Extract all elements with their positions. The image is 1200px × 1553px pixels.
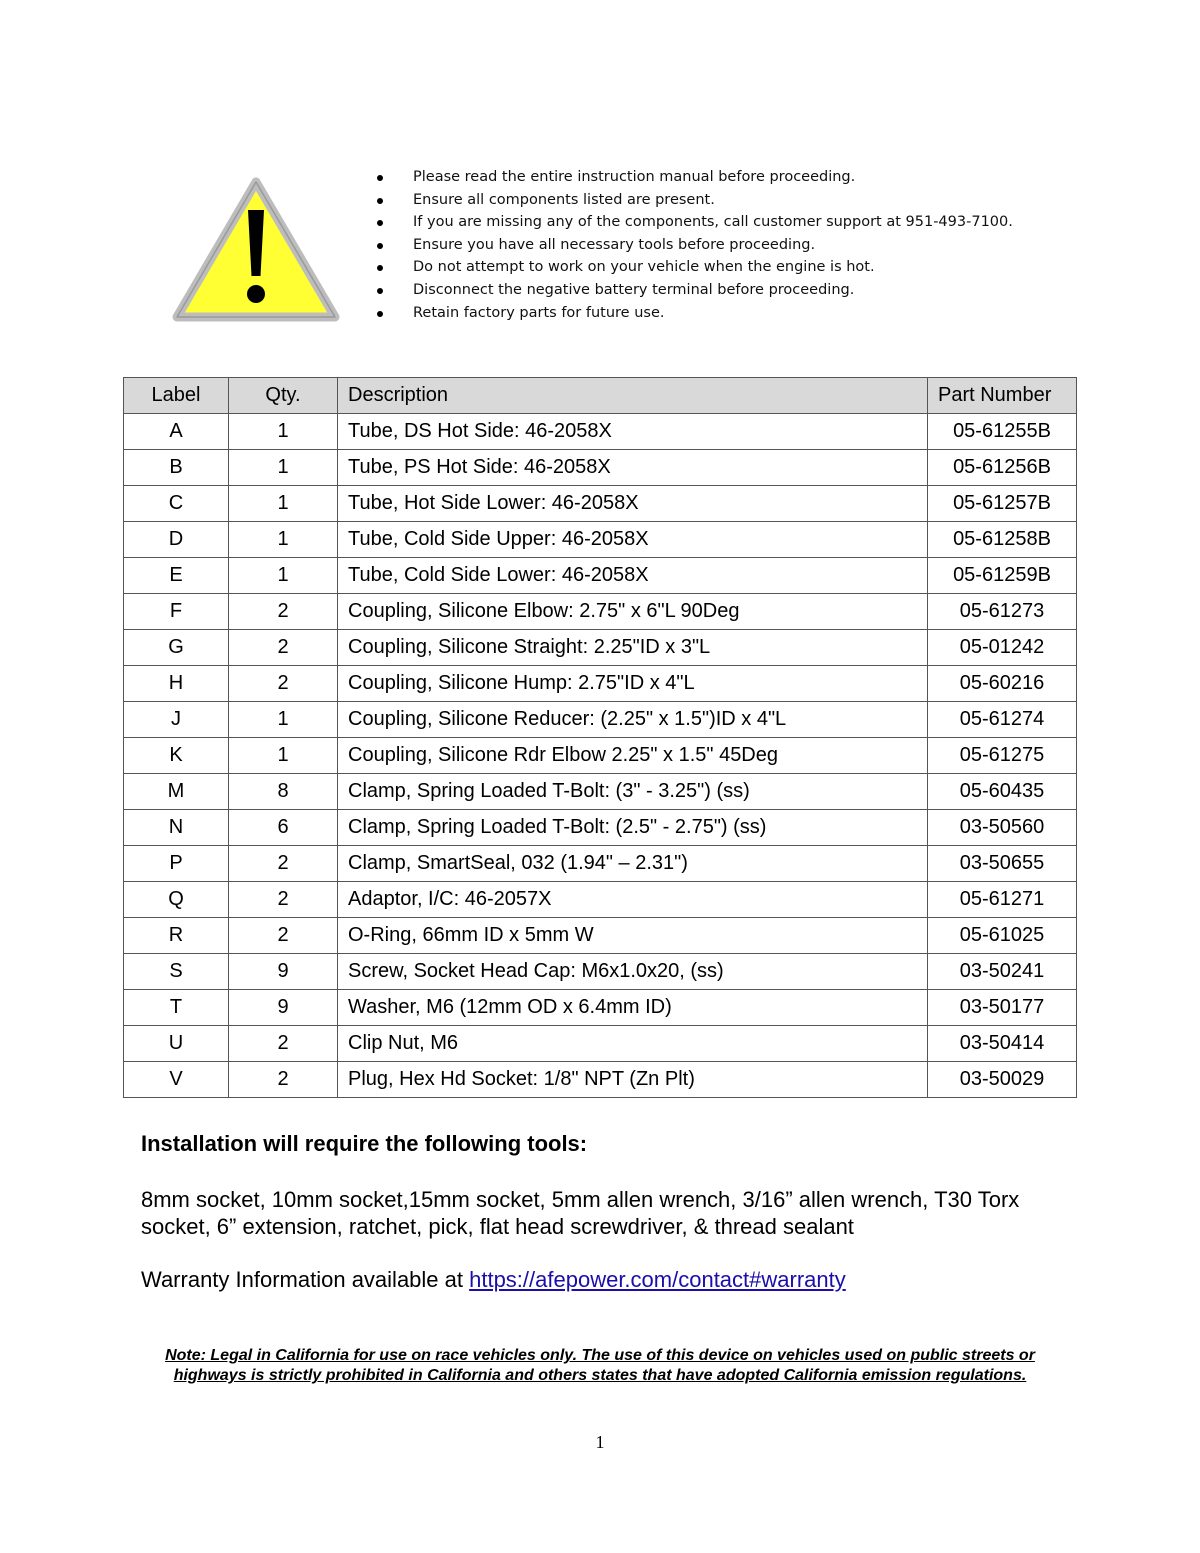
warning-item: Retain factory parts for future use. [370, 302, 1013, 325]
warning-item: Disconnect the negative battery terminal before proceeding. [370, 279, 1013, 302]
cell-description: Coupling, Silicone Straight: 2.25"ID x 3"L [338, 630, 928, 666]
cell-qty: 8 [229, 774, 338, 810]
warranty-info [141, 1267, 846, 1293]
warranty-link[interactable]: https://afepower.com/contact#warranty [469, 1267, 846, 1292]
cell-qty: 1 [229, 486, 338, 522]
cell-qty: 2 [229, 594, 338, 630]
cell-part-number: 03-50177 [928, 990, 1077, 1026]
cell-label: H [124, 666, 229, 702]
cell-description: Clip Nut, M6 [338, 1026, 928, 1062]
column-header-part-number: Part Number [928, 378, 1077, 414]
cell-part-number: 05-61275 [928, 738, 1077, 774]
table-row [124, 846, 1077, 882]
cell-qty: 2 [229, 630, 338, 666]
tools-list: 8mm socket, 10mm socket,15mm socket, 5mm allen wrench, 3/16” allen wrench, T30 Torx socket, 6” extension, ratchet, pick, flat head screwdriver, & thread sealant [141, 1187, 1020, 1239]
warning-item: If you are missing any of the components, call customer support at 951-493-7100. [370, 211, 1013, 234]
cell-part-number: 03-50414 [928, 1026, 1077, 1062]
cell-description: Tube, PS Hot Side: 46-2058X [338, 450, 928, 486]
cell-label: B [124, 450, 229, 486]
cell-qty: 2 [229, 882, 338, 918]
cell-description: Tube, DS Hot Side: 46-2058X [338, 414, 928, 450]
cell-qty: 2 [229, 1062, 338, 1098]
cell-description: Coupling, Silicone Elbow: 2.75" x 6"L 90Deg [338, 594, 928, 630]
cell-label: N [124, 810, 229, 846]
cell-part-number: 05-61256B [928, 450, 1077, 486]
table-row [124, 774, 1077, 810]
cell-part-number: 05-61258B [928, 522, 1077, 558]
cell-description: Washer, M6 (12mm OD x 6.4mm ID) [338, 990, 928, 1026]
cell-description: Clamp, SmartSeal, 032 (1.94" – 2.31") [338, 846, 928, 882]
table-row [124, 1062, 1077, 1098]
cell-label: Q [124, 882, 229, 918]
parts-table [123, 377, 1077, 1098]
cell-label: G [124, 630, 229, 666]
cell-part-number: 03-50655 [928, 846, 1077, 882]
cell-label: P [124, 846, 229, 882]
cell-label: C [124, 486, 229, 522]
table-row [124, 882, 1077, 918]
cell-description: Clamp, Spring Loaded T-Bolt: (3" - 3.25") (ss) [338, 774, 928, 810]
cell-description: Coupling, Silicone Rdr Elbow 2.25" x 1.5" 45Deg [338, 738, 928, 774]
cell-qty: 6 [229, 810, 338, 846]
cell-part-number: 05-60216 [928, 666, 1077, 702]
cell-qty: 2 [229, 1026, 338, 1062]
cell-part-number: 05-61025 [928, 918, 1077, 954]
cell-part-number: 05-61274 [928, 702, 1077, 738]
table-row [124, 738, 1077, 774]
page-number: 1 [595, 1432, 605, 1452]
cell-label: U [124, 1026, 229, 1062]
cell-qty: 2 [229, 918, 338, 954]
legal-note: Note: Legal in California for use on race vehicles only. The use of this device on vehicles used on public streets or highways is strictly prohibited in California and others states that have adopted California emission regulations. [165, 1347, 1035, 1384]
cell-label: J [124, 702, 229, 738]
table-row [124, 558, 1077, 594]
column-header-label: Label [124, 378, 229, 414]
cell-label: S [124, 954, 229, 990]
cell-part-number: 05-61273 [928, 594, 1077, 630]
warranty-prefix: Warranty Information available at [141, 1267, 470, 1292]
cell-description: Screw, Socket Head Cap: M6x1.0x20, (ss) [338, 954, 928, 990]
table-row [124, 810, 1077, 846]
cell-label: F [124, 594, 229, 630]
table-row [124, 666, 1077, 702]
cell-label: R [124, 918, 229, 954]
cell-description: Tube, Cold Side Lower: 46-2058X [338, 558, 928, 594]
cell-description: Coupling, Silicone Reducer: (2.25" x 1.5")ID x 4"L [338, 702, 928, 738]
column-header-qty: Qty. [229, 378, 338, 414]
cell-part-number: 05-61257B [928, 486, 1077, 522]
cell-description: Clamp, Spring Loaded T-Bolt: (2.5" - 2.75") (ss) [338, 810, 928, 846]
table-row [124, 414, 1077, 450]
cell-part-number: 05-01242 [928, 630, 1077, 666]
table-row [124, 594, 1077, 630]
table-row [124, 450, 1077, 486]
cell-part-number: 03-50029 [928, 1062, 1077, 1098]
cell-description: Tube, Hot Side Lower: 46-2058X [338, 486, 928, 522]
cell-part-number: 03-50560 [928, 810, 1077, 846]
cell-qty: 2 [229, 846, 338, 882]
cell-qty: 1 [229, 450, 338, 486]
table-row [124, 1026, 1077, 1062]
warning-item: Ensure all components listed are present. [370, 189, 1013, 212]
cell-qty: 2 [229, 666, 338, 702]
cell-label: T [124, 990, 229, 1026]
column-header-description: Description [338, 378, 928, 414]
tools-heading: Installation will require the following tools: [141, 1131, 588, 1156]
table-row [124, 918, 1077, 954]
warning-item: Ensure you have all necessary tools before proceeding. [370, 234, 1013, 257]
cell-label: M [124, 774, 229, 810]
cell-part-number: 05-61259B [928, 558, 1077, 594]
cell-part-number: 05-60435 [928, 774, 1077, 810]
cell-qty: 9 [229, 954, 338, 990]
table-header-row [124, 378, 1077, 414]
table-row [124, 954, 1077, 990]
table-row [124, 990, 1077, 1026]
parts-table-body [124, 414, 1077, 1098]
cell-label: V [124, 1062, 229, 1098]
cell-qty: 9 [229, 990, 338, 1026]
cell-part-number: 05-61271 [928, 882, 1077, 918]
table-row [124, 522, 1077, 558]
cell-qty: 1 [229, 702, 338, 738]
cell-qty: 1 [229, 522, 338, 558]
cell-description: O-Ring, 66mm ID x 5mm W [338, 918, 928, 954]
cell-description: Plug, Hex Hd Socket: 1/8" NPT (Zn Plt) [338, 1062, 928, 1098]
cell-label: D [124, 522, 229, 558]
cell-label: A [124, 414, 229, 450]
warning-list [370, 166, 1013, 324]
warning-item: Please read the entire instruction manual before proceeding. [370, 166, 1013, 189]
cell-qty: 1 [229, 738, 338, 774]
cell-qty: 1 [229, 558, 338, 594]
warning-item: Do not attempt to work on your vehicle when the engine is hot. [370, 256, 1013, 279]
cell-label: K [124, 738, 229, 774]
cell-description: Tube, Cold Side Upper: 46-2058X [338, 522, 928, 558]
cell-description: Adaptor, I/C: 46-2057X [338, 882, 928, 918]
cell-part-number: 03-50241 [928, 954, 1077, 990]
cell-qty: 1 [229, 414, 338, 450]
cell-part-number: 05-61255B [928, 414, 1077, 450]
table-row [124, 630, 1077, 666]
table-row [124, 486, 1077, 522]
table-row [124, 702, 1077, 738]
cell-label: E [124, 558, 229, 594]
warning-triangle-icon [172, 176, 340, 324]
cell-description: Coupling, Silicone Hump: 2.75"ID x 4"L [338, 666, 928, 702]
